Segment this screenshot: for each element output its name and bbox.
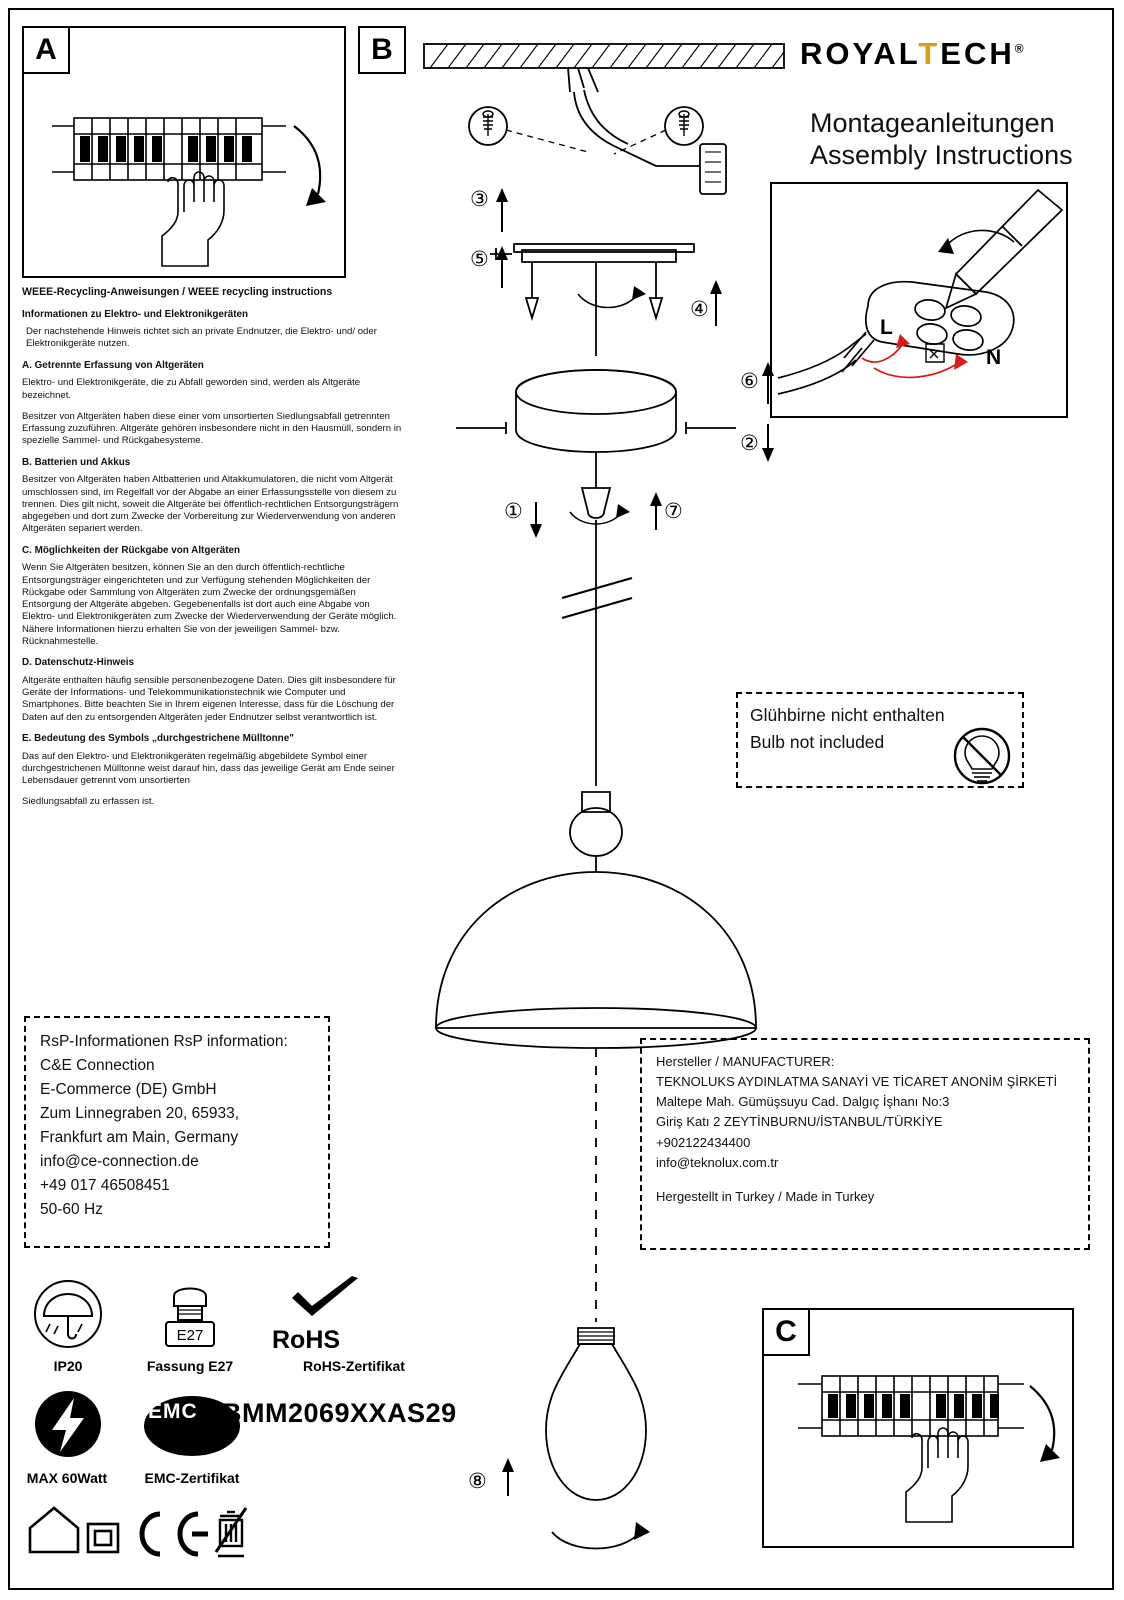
rsp-title: RsP-Informationen RsP information:	[40, 1033, 288, 1050]
bulb-note-en: Bulb not included	[750, 732, 885, 753]
rohs-caption: RoHS-Zertifikat	[303, 1358, 405, 1374]
step-number-8: ⑧	[468, 1470, 487, 1493]
socket-e27-icon	[148, 1278, 232, 1352]
weee-b-p1: Besitzer von Altgeräten haben Altbatterien und Altakkumulatoren, die nicht vom Altgerät umschlossen sind, im Regelfall vor der Abgabe an einer Erfassungsstelle von diesem zu trennen. Dies gilt nicht, soweit die Altgeräte bei öffentlich-rechtlichen Entsorgungsträgern abgegeben und dort zum Zwecke der Vorbereitung zur Wiederverwendung von anderen Altgeräten separiert werden.	[22, 474, 399, 535]
weee-e-p2: Siedlungsabfall zu erfassen ist.	[22, 796, 155, 808]
rsp-information-box	[24, 1016, 330, 1248]
panel-a-breaker-diagram	[22, 26, 346, 278]
brand-logo-royal: ROYAL	[800, 36, 919, 71]
wiring-detail-diagram	[770, 182, 1068, 418]
step-number-7: ⑦	[664, 500, 683, 523]
rsp-line-3: Zum Linnegraben 20, 65933,	[40, 1105, 240, 1123]
weee-a-p1: Elektro- und Elektronikgeräte, die zu Abfall geworden sind, werden als Altgeräte bezeichnet.	[22, 377, 361, 401]
weee-e-heading: E. Bedeutung des Symbols „durchgestrichene Mülltonne"	[22, 733, 294, 745]
manufacturer-company: TEKNOLUKS AYDINLATMA SANAYİ VE TİCARET ANONİM ŞİRKETİ	[656, 1074, 1058, 1090]
manufacturer-address-1: Maltepe Mah. Gümüşsuyu Cad. Dalgıç İşhanı No:3	[656, 1094, 950, 1110]
weee-b-heading: B. Batterien und Akkus	[22, 456, 131, 468]
brand-logo-ech: ECH	[940, 36, 1015, 71]
weee-e-p1: Das auf den Elektro- und Elektronikgeräten regelmäßig abgebildete Symbol einer durchgestrichenen Mülltonne weist darauf hin, dass das jeweilige Gerät am Ende seiner Lebensdauer getrennt vom unsortierten	[22, 750, 395, 787]
socket-caption: Fassung E27	[146, 1358, 234, 1374]
rohs-label: RoHS	[272, 1326, 341, 1354]
manufacturer-phone: +902122434400	[656, 1134, 751, 1150]
rsp-email: info@ce-connection.de	[40, 1153, 199, 1171]
weee-recycling-text	[22, 286, 402, 818]
symbol-row	[22, 1498, 252, 1568]
ip20-caption: IP20	[53, 1358, 83, 1374]
step-number-1: ①	[504, 500, 523, 523]
weee-subintro-heading: Informationen zu Elektro- und Elektronikgeräten	[22, 308, 249, 320]
wiring-label-live: L	[880, 316, 893, 339]
manufacturer-title: Hersteller / MANUFACTURER:	[656, 1054, 835, 1069]
brand-logo-t: T	[918, 36, 941, 71]
rohs-check-icon	[286, 1276, 364, 1322]
brand-logo-registered: ®	[1014, 41, 1027, 56]
step-number-2: ②	[740, 432, 759, 455]
panel-b-label: B	[358, 26, 406, 74]
manufacturer-address-2: Giriş Katı 2 ZEYTİNBURNU/İSTANBUL/TÜRKİYE	[656, 1114, 943, 1130]
weee-heading: WEEE-Recycling-Anweisungen / WEEE recycling instructions	[22, 286, 333, 298]
bulb-note-de: Glühbirne nicht enthalten	[750, 705, 945, 725]
wiring-label-neutral: N	[986, 346, 1002, 369]
weee-intro: Der nachstehende Hinweis richtet sich an private Endnutzer, die Elektro- und/ oder Elektronikgeräte nutzen.	[26, 326, 377, 350]
weee-d-heading: D. Datenschutz-Hinweis	[22, 657, 134, 669]
weee-c-heading: C. Möglichkeiten der Rückgabe von Altgeräten	[22, 544, 241, 556]
page-title-de: Montageanleitungen	[810, 108, 1055, 138]
weee-c-p1: Wenn Sie Altgeräten besitzen, können Sie an den durch öffentlich-rechtliche Entsorgungsträger eingerichteten und zur Verfügung stehenden Möglichkeiten der Rückgabe oder Sammlung von Altgeräten zum Zwecke der ordnungsgemäßen Entsorgung der Altgeräte abgeben. Gegebenenfalls ist dort auch eine Abgabe von Elektro- und Elektronikgeräten zum Zwecke der Wiederverwendung der Geräte möglich. Nähere Informationen hierzu erhalten Sie von der jeweiligen Sammel- bzw. Rücknahmestelle.	[22, 562, 397, 648]
step-number-4: ④	[690, 298, 709, 321]
manufacturer-origin: Hergestellt in Turkey / Made in Turkey	[656, 1188, 875, 1204]
step-number-6: ⑥	[740, 370, 759, 393]
model-code: BMM2069XXAS29	[222, 1398, 457, 1428]
socket-e27-badge: E27	[176, 1327, 204, 1344]
max-wattage-icon	[26, 1388, 110, 1464]
rsp-phone: +49 017 46508451	[40, 1177, 170, 1195]
max-wattage-caption: MAX 60Watt	[26, 1470, 108, 1486]
emc-caption: EMC-Zertifikat	[144, 1470, 240, 1486]
step-number-5: ⑤	[470, 248, 489, 271]
panel-c-label: C	[762, 1308, 810, 1356]
emc-label: EMC	[148, 1400, 198, 1423]
page-title-en: Assembly Instructions	[810, 140, 1073, 170]
weee-a-p2: Besitzer von Altgeräten haben diese einer vom unsortierten Siedlungsabfall getrennten Erfassung zuzuführen. Altgeräte gehören insbesondere nicht in den Hausmüll, sondern in spezielle Sammel- und Rückgabesysteme.	[22, 410, 402, 447]
weee-d-p1: Altgeräte enthalten häufig sensible personenbezogene Daten. Dies gilt insbesondere für Geräte der Informations- und Telekommunikationstechnik wie Computer und Smartphones. Bitte beachten Sie in Ihrem eigenen Interesse, dass für die Löschung der Daten auf den zu entsorgenden Altgeräten jeder Endnutzer selbst verantwortlich ist.	[22, 674, 396, 723]
panel-a-label: A	[22, 26, 70, 74]
manufacturer-email: info@teknolux.com.tr	[656, 1154, 779, 1170]
ip20-icon	[26, 1278, 110, 1352]
step-number-3: ③	[470, 188, 489, 211]
rsp-frequency: 50-60 Hz	[40, 1201, 103, 1219]
rsp-line-1: C&E Connection	[40, 1057, 155, 1075]
weee-a-heading: A. Getrennte Erfassung von Altgeräten	[22, 359, 204, 371]
rsp-line-4: Frankfurt am Main, Germany	[40, 1129, 239, 1147]
rsp-line-2: E-Commerce (DE) GmbH	[40, 1081, 217, 1099]
